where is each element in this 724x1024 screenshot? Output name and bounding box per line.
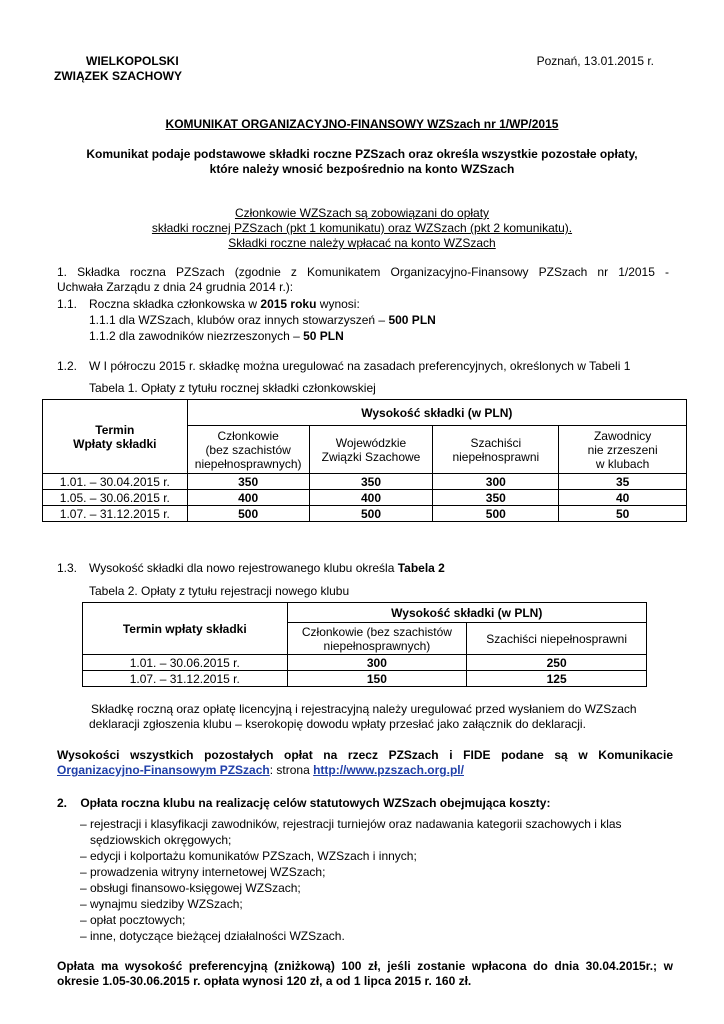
section1-para-line-2: Uchwała Zarządu z dnia 24 grudnia 2014 r.): xyxy=(57,280,294,294)
table2-term-cell: 1.07. – 31.12.2015 r. xyxy=(83,671,288,687)
table-row xyxy=(83,671,647,687)
point-1-1-text: Roczna składka członkowska w xyxy=(89,297,261,311)
section1-para-line-1: 1. Składka roczna PZSzach (zgodnie z Komunikatem Organizacyjno-Finansowy PZSzach nr 1/2015 - xyxy=(57,265,669,279)
intro-line-1: Komunikat podaje podstawowe składki roczne PZSzach oraz określa wszystkie pozostałe opłaty, xyxy=(86,147,638,161)
list-item xyxy=(80,865,690,880)
table1-col-regional-unions xyxy=(309,426,433,474)
final-fee-line-1: Opłata ma wysokość preferencyjną (zniżkową) 100 zł, jeśli zostanie wpłacona do dnia 30.04.2015r.; w xyxy=(57,959,673,973)
list-item-text: obsługi finansowo-księgowej WZSzach; xyxy=(90,881,301,895)
notice-line-3: Składki roczne należy wpłacać na konto WZSzach xyxy=(228,236,496,250)
table2-term-header: Termin wpłaty składki xyxy=(83,603,288,655)
dash-marker-4: – xyxy=(80,881,87,895)
notice-line-2: składki rocznej PZSzach (pkt 1 komunikatu) oraz WZSzach (pkt 2 komunikatu). xyxy=(151,221,573,235)
table2-col1-line-2: niepełnosprawnych) xyxy=(323,638,431,653)
list-item-text: sędziowskich okręgowych; xyxy=(90,833,232,847)
table1-value-cell: 500 xyxy=(433,506,559,522)
dash-marker-1: – xyxy=(80,817,87,831)
table2-amount-header: Wysokość składki (w PLN) xyxy=(287,603,646,623)
table1-value-cell: 50 xyxy=(559,506,687,522)
point-1-3 xyxy=(57,561,445,576)
point-1-2-number: 1.2. xyxy=(57,359,78,373)
table1-term-cell: 1.01. – 30.04.2015 r. xyxy=(43,474,188,490)
point-1-1-2 xyxy=(89,329,344,344)
table-row xyxy=(43,474,687,490)
intro-line-2: które należy wnosić bezpośrednio na konto WZSzach xyxy=(209,162,515,176)
table2-caption: Tabela 2. Opłaty z tytułu rejestracji nowego klubu xyxy=(89,584,350,598)
table1-value-cell: 500 xyxy=(309,506,433,522)
page-title: KOMUNIKAT ORGANIZACYJNO-FINANSOWY WZSzach nr 1/WP/2015 xyxy=(165,117,559,131)
list-item xyxy=(80,881,690,896)
point-1-1-1-number: 1.1.1 xyxy=(89,313,116,327)
table1-term-header-line-2: Wpłaty składki xyxy=(73,436,157,451)
table1-value-cell: 400 xyxy=(309,490,433,506)
registration-note-line-1: Składkę roczną oraz opłatę licencyjną i rejestracyjną należy uregulować przed wysłaniem do WZSzach xyxy=(91,702,637,716)
final-fee-line-2: okresie 1.05-30.06.2015 r. opłata wynosi 120 zł, a od 1 lipca 2015 r. 160 zł. xyxy=(57,974,472,988)
dash-marker-3: – xyxy=(80,865,87,879)
table1-col1-line-1: Członkowie xyxy=(217,428,279,443)
list-item-text: rejestracji i klasyfikacji zawodników, rejestracji turniejów oraz nadawania kategorii szachowych i klas xyxy=(90,817,622,831)
table1-value-cell: 500 xyxy=(187,506,309,522)
dash-marker-7: – xyxy=(80,929,87,943)
list-item xyxy=(80,849,690,864)
table1-term-header xyxy=(43,400,188,474)
notice-line-1: Członkowie WZSzach są zobowiązani do opłaty xyxy=(234,206,490,220)
table-1 xyxy=(42,399,687,522)
table2-col-disabled: Szachiści niepełnosprawni xyxy=(467,623,647,655)
table2-value-cell: 150 xyxy=(287,671,467,687)
point-1-1-1 xyxy=(89,313,436,328)
table2-value-cell: 300 xyxy=(287,655,467,671)
point-1-3-table-ref: Tabela 2 xyxy=(397,561,445,575)
table-row xyxy=(83,655,647,671)
registration-note-line-2: deklaracji zgłoszenia klubu – kserokopię dowodu wpłaty przesłać jako załącznik do deklaracji. xyxy=(89,717,586,731)
table1-col2-line-1: Wojewódzkie xyxy=(335,435,407,450)
notice xyxy=(0,206,724,251)
table1-value-cell: 350 xyxy=(433,490,559,506)
table2-col-members xyxy=(287,623,467,655)
point-1-2 xyxy=(57,359,630,374)
table-row xyxy=(43,490,687,506)
list-item xyxy=(80,897,690,912)
dash-marker-5: – xyxy=(80,897,87,911)
point-1-2-text: W I półroczu 2015 r. składkę można uregulować na zasadach preferencyjnych, określonych w Tabeli 1 xyxy=(89,359,631,373)
point-1-1 xyxy=(57,297,360,312)
place-date: Poznań, 13.01.2015 r. xyxy=(536,54,654,68)
table1-col1-line-3: niepełnosprawnych) xyxy=(194,456,302,471)
point-1-1-1-amount: 500 PLN xyxy=(388,313,436,327)
list-item-text: wynajmu siedziby WZSzach; xyxy=(90,897,243,911)
list-item xyxy=(80,913,690,928)
point-1-1-2-text: dla zawodników niezrzeszonych – xyxy=(119,329,304,343)
list-item-continuation xyxy=(80,833,690,848)
list-item-text: inne, dotyczące bieżącej działalności WZSzach. xyxy=(90,929,345,943)
table1-caption: Tabela 1. Opłaty z tytułu rocznej składki członkowskiej xyxy=(89,381,376,395)
table1-term-header-line-1: Termin xyxy=(95,422,135,437)
point-1-1-year: 2015 roku xyxy=(260,297,317,311)
table1-col4-line-1: Zawodnicy xyxy=(593,428,652,443)
list-item xyxy=(80,929,690,944)
final-fee-note xyxy=(57,959,673,989)
section2-heading: 2. Opłata roczna klubu na realizację celów statutowych WZSzach obejmująca koszty: xyxy=(57,796,551,810)
list-item-text: opłat pocztowych; xyxy=(90,913,186,927)
table1-term-cell: 1.07. – 31.12.2015 r. xyxy=(43,506,188,522)
fees-notice-line-1: Wysokości wszystkich pozostałych opłat na rzecz PZSzach i FIDE podane są w Komunikacie xyxy=(57,748,673,762)
fees-notice-line-2 xyxy=(57,763,673,778)
table2-value-cell: 125 xyxy=(467,671,647,687)
point-1-1-tail: wynosi: xyxy=(316,297,360,311)
table1-value-cell: 350 xyxy=(309,474,433,490)
table1-col-disabled xyxy=(433,426,559,474)
table1-value-cell: 35 xyxy=(559,474,687,490)
table1-col4-line-2: nie zrzeszeni xyxy=(587,442,658,457)
table2-term-cell: 1.01. – 30.06.2015 r. xyxy=(83,655,288,671)
dash-marker-2: – xyxy=(80,849,87,863)
list-item xyxy=(80,817,690,832)
pzszach-communique-link[interactable]: Organizacyjno-Finansowym PZSzach xyxy=(57,763,270,777)
table1-col1-line-2: (bez szachistów xyxy=(205,442,291,457)
org-line-1: WIELKOPOLSKI xyxy=(86,54,179,68)
table1-value-cell: 350 xyxy=(187,474,309,490)
org-name xyxy=(54,54,182,84)
point-1-1-2-number: 1.1.2 xyxy=(89,329,116,343)
table1-term-cell: 1.05. – 30.06.2015 r. xyxy=(43,490,188,506)
org-line-2: ZWIĄZEK SZACHOWY xyxy=(54,69,182,83)
table1-col3-line-1: Szachiści xyxy=(470,435,522,450)
section1-paragraph xyxy=(57,265,669,295)
table1-col4-line-3: w klubach xyxy=(595,456,650,471)
table-row xyxy=(43,506,687,522)
table1-col-members xyxy=(187,426,309,474)
point-1-1-number: 1.1. xyxy=(57,297,78,311)
intro xyxy=(0,147,724,177)
pzszach-website-link[interactable]: http://www.pzszach.org.pl/ xyxy=(313,763,464,777)
fees-notice xyxy=(57,748,673,778)
dash-marker-6: – xyxy=(80,913,87,927)
table1-amount-header: Wysokość składki (w PLN) xyxy=(187,400,686,426)
point-1-3-text: Wysokość składki dla nowo rejestrowanego klubu określa xyxy=(89,561,398,575)
table2-value-cell: 250 xyxy=(467,655,647,671)
table1-col3-line-2: niepełnosprawni xyxy=(452,449,540,464)
table1-col2-line-2: Związki Szachowe xyxy=(321,449,421,464)
list-item-text: prowadzenia witryny internetowej WZSzach; xyxy=(90,865,326,879)
table2-col1-line-1: Członkowie (bez szachistów xyxy=(301,624,452,639)
table1-value-cell: 300 xyxy=(433,474,559,490)
fees-notice-middle: : strona xyxy=(269,763,314,777)
list-item-text: edycji i kolportażu komunikatów PZSzach, WZSzach i innych; xyxy=(90,849,417,863)
table-2 xyxy=(82,602,647,687)
registration-note xyxy=(89,702,669,732)
point-1-3-number: 1.3. xyxy=(57,561,78,575)
point-1-1-1-text: dla WZSzach, klubów oraz innych stowarzyszeń – xyxy=(119,313,389,327)
point-1-1-2-amount: 50 PLN xyxy=(303,329,344,343)
table1-value-cell: 40 xyxy=(559,490,687,506)
table1-value-cell: 400 xyxy=(187,490,309,506)
table1-col-unaffiliated xyxy=(559,426,687,474)
